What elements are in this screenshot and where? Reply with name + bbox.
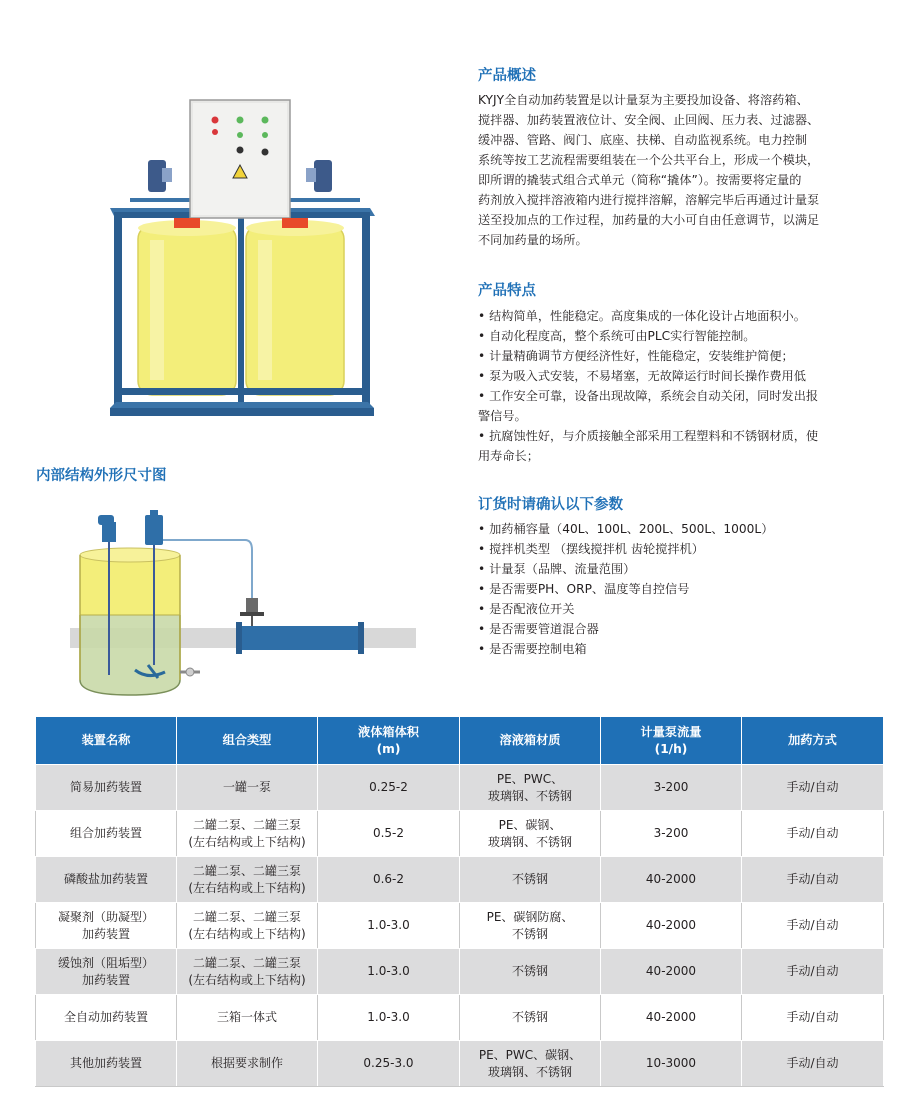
table-cell: 0.5-2 [318,811,460,857]
table-cell: PE、PWC、碳钢、 玻璃钢、不锈钢 [460,1041,601,1087]
internal-structure-diagram [40,500,430,700]
feature-item [478,306,890,326]
product-photo [100,90,380,430]
overview-line: 不同加药量的场所。 [478,233,588,247]
header-pump-flow: 计量泵流量 (1/h) [601,717,742,765]
overview-line: 送至投加点的工作过程，加药量的大小可自由任意调节，以满足 [478,213,820,227]
table-cell: 1.0-3.0 [318,995,460,1041]
order-params-heading: 订货时请确认以下参数 [478,497,623,513]
table-row [36,949,884,995]
table-cell: 1.0-3.0 [318,949,460,995]
feature-item [478,346,890,366]
table-row [36,903,884,949]
param-item: • 计量泵（品牌、流量范围） [478,562,636,576]
table-cell: 手动/自动 [742,903,884,949]
table-cell: 二罐二泵、二罐三泵 (左右结构或上下结构) [177,857,318,903]
table-cell: 缓蚀剂（阻垢型） 加药装置 [36,949,177,995]
feature-text: 警信号。 [478,409,527,423]
table-cell: 手动/自动 [742,811,884,857]
table-row [36,995,884,1041]
param-item: • 是否需要PH、ORP、温度等自控信号 [478,582,690,596]
order-params-list [478,519,890,659]
overview-heading: 产品概述 [478,68,536,84]
table-cell: 不锈钢 [460,995,601,1041]
table-cell: 不锈钢 [460,857,601,903]
table-cell: 手动/自动 [742,1041,884,1087]
table-cell: 1.0-3.0 [318,903,460,949]
header-dosing-mode: 加药方式 [742,717,884,765]
header-tank-volume: 液体箱体积 (m) [318,717,460,765]
table-cell: 3-200 [601,765,742,811]
table-cell: 不锈钢 [460,949,601,995]
features-list [478,306,890,466]
table-cell: 0.6-2 [318,857,460,903]
table-cell: 一罐一泵 [177,765,318,811]
table-row [36,857,884,903]
table-cell: 10-3000 [601,1041,742,1087]
feature-item [478,386,890,426]
table-row [36,765,884,811]
table-cell: 二罐二泵、二罐三泵 (左右结构或上下结构) [177,949,318,995]
header-combination-type: 组合类型 [177,717,318,765]
overview-line: 药剂放入搅拌溶液箱内进行搅拌溶解，溶解完毕后再通过计量泵 [478,193,820,207]
table-cell: 手动/自动 [742,995,884,1041]
table-cell: 40-2000 [601,949,742,995]
table-row [36,811,884,857]
feature-text: • 抗腐蚀性好，与介质接触全部采用工程塑料和不锈钢材质，使 [478,429,819,443]
feature-text: • 泵为吸入式安装，不易堵塞，无故障运行时间长操作费用低 [478,369,806,383]
table-cell: 手动/自动 [742,857,884,903]
param-item: • 是否需要控制电箱 [478,642,587,656]
table-cell: 手动/自动 [742,949,884,995]
overview-line: 搅拌器、加药装置液位计、安全阀、止回阀、压力表、过滤器、 [478,113,820,127]
table-cell: 全自动加药装置 [36,995,177,1041]
table-cell: PE、PWC、 玻璃钢、不锈钢 [460,765,601,811]
feature-item [478,366,890,386]
table-cell: 0.25-2 [318,765,460,811]
table-cell: 40-2000 [601,995,742,1041]
table-cell: 根据要求制作 [177,1041,318,1087]
table-cell: 3-200 [601,811,742,857]
feature-text: 用寿命长； [478,449,539,463]
param-item: • 加药桶容量（40L、100L、200L、500L、1000L） [478,522,774,536]
table-cell: 凝聚剂（助凝型） 加药装置 [36,903,177,949]
table-cell: 三箱一体式 [177,995,318,1041]
param-item: • 是否需要管道混合器 [478,622,599,636]
table-row [36,1041,884,1087]
table-cell: 其他加药装置 [36,1041,177,1087]
table-cell: 磷酸盐加药装置 [36,857,177,903]
table-cell: 简易加药装置 [36,765,177,811]
table-header-row [36,717,884,765]
table-cell: 0.25-3.0 [318,1041,460,1087]
overview-line: KYJY全自动加药装置是以计量泵为主要投加设备、将溶药箱、 [478,93,809,107]
feature-text: • 结构简单，性能稳定。高度集成的一体化设计占地面积小。 [478,309,806,323]
table-cell: 二罐二泵、二罐三泵 (左右结构或上下结构) [177,903,318,949]
feature-text: • 计量精确调节方便经济性好，性能稳定，安装维护简便； [478,349,794,363]
features-heading: 产品特点 [478,283,536,299]
spec-table [35,716,884,1087]
overview-line: 系统等按工艺流程需要组装在一个公共平台上，形成一个模块， [478,153,820,167]
diagram-heading: 内部结构外形尺寸图 [36,468,167,484]
table-cell: 手动/自动 [742,765,884,811]
table-cell: PE、碳钢防腐、 不锈钢 [460,903,601,949]
table-cell: 40-2000 [601,857,742,903]
table-cell: 组合加药装置 [36,811,177,857]
overview-line: 即所谓的撬装式组合式单元（简称“撬体”）。按需要将定量的 [478,173,802,187]
table-cell: PE、碳钢、 玻璃钢、不锈钢 [460,811,601,857]
feature-text: • 工作安全可靠，设备出现故障，系统会自动关闭，同时发出报 [478,389,819,403]
table-cell: 二罐二泵、二罐三泵 (左右结构或上下结构) [177,811,318,857]
header-device-name: 装置名称 [36,717,177,765]
feature-item [478,326,890,346]
header-tank-material: 溶液箱材质 [460,717,601,765]
overview-paragraph [478,90,888,250]
feature-item [478,426,890,466]
param-item: • 是否配液位开关 [478,602,575,616]
overview-line: 缓冲器、管路、阀门、底座、扶梯、自动监视系统。电力控制 [478,133,808,147]
feature-text: • 自动化程度高，整个系统可由PLC实行智能控制。 [478,329,756,343]
table-cell: 40-2000 [601,903,742,949]
param-item: • 搅拌机类型 （摆线搅拌机 齿轮搅拌机） [478,542,704,556]
